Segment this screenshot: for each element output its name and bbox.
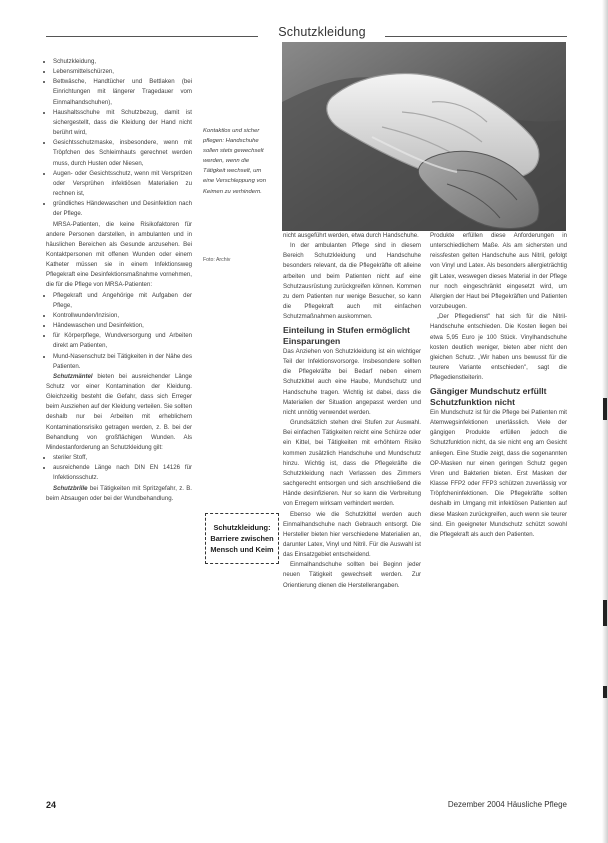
list-item: • Haushaltsschuhe mit Schutzbezug, damit ist sichergestellt, dass die Kleidung der Hand nicht berührt wird,	[53, 108, 192, 138]
section-heading: Einteilung in Stufen ermöglicht Einsparungen	[283, 325, 410, 347]
text-column-2	[283, 231, 421, 591]
list-item: • Gesichtsschutzmaske, insbesondere, wenn mit Tröpfchen des Schleimhauts gerechnet werden muss, durch Husten oder Niesen,	[53, 138, 192, 168]
paragraph: Ein Mundschutz ist für die Pflege bei Patienten mit Atemwegsinfektionen unerlässlich. Viele der gängigen Produkte erfüllen jedoch die Schutzfunktion nicht, da sie nicht eng am Gesicht anliegen. Eine Studie zeigt, dass die sogenannten OP-Masken nur einen geringen Schutz gegen Viren und Bakterien bieten. Erst Masken der Klasse FFP2 oder FFP3 schützen zuverlässig vor Tröpfcheninfektionen. Die Pflegekräfte sollten deshalb im Umgang mit infektiösen Patienten auf diese Masken zurückgreifen, auch wenn sie teurer sind. Ein geeigneter Mundschutz schützt sowohl die Pflegekraft als auch den Patienten.	[430, 408, 567, 538]
paragraph: „Der Pflegedienst" hat sich für die Nitril-Handschuhe entschieden. Die Kosten liegen bei etwa 5,95 Euro je 100 Stück. Vinylhandschuhe kosten deutlich weniger, bieten aber nicht den gleichen Schutz. „Wir haben uns bewusst für die teurere Variante entschieden", sagt die Pflegedienstleiterin.	[430, 313, 567, 382]
paragraph: Das Anziehen von Schutzkleidung ist ein wichtiger Teil der Infektionsvorsorge. Insbesondere sollten die Pflegekräfte bei Bedarf neben einem Schutzkittel auch eine Haube, Mundschutz und Handschuhe tragen. Wichtig ist dabei, dass die Materialien der Situation angepasst werden und nicht unnötig verwendet werden.	[283, 348, 421, 416]
paragraph: Produkte erfüllen diese Anforderungen in unterschiedlichem Maße. Als am sichersten und reissfesten gelten Handschuhe aus Nitril, gefolgt von Vinyl und Latex. Als besonders allergieträchtig gilt Latex, weswegen dieses Material in der Pflege nur noch eingeschränkt eingesetzt wird, um Allergien der Haut bei Pflegekräften und Patienten vorzubeugen.	[430, 232, 567, 311]
scan-edge-shadow	[602, 0, 608, 843]
bullet-list-a	[46, 57, 192, 220]
paragraph: In der ambulanten Pflege sind in diesem Bereich Schutzkleidung und Handschuhe besonders relevant, da die Pflegekräfte oft alleine arbeiten und beim Patienten nicht auf eine Schutzausrüstung zurückgreifen können. Kommen zu dem Patienten nur wenige Besucher, so kann die Pflegekraft auch mit einfachen Schutzmaßnahmen auskommen.	[283, 242, 421, 321]
scan-edge-mark	[603, 686, 607, 698]
scan-edge-mark	[603, 600, 607, 626]
text-column-1	[46, 57, 192, 504]
list-item: • Mund-Nasenschutz bei Tätigkeiten in der Nähe des Patienten.	[53, 352, 192, 372]
list-item: • Pflegekraft und Angehörige mit Aufgaben der Pflege,	[53, 291, 192, 311]
bullet-list-b	[46, 291, 192, 372]
magazine-issue: Dezember 2004 Häusliche Pflege	[447, 800, 567, 809]
paragraph: Ebenso wie die Schutzkittel werden auch Einmalhandschuhe nach Gebrauch entsorgt. Die Hersteller bieten hier verschiedene Materialien an, darunter Latex, Vinyl und Nitril. Für die Auswahl ist das Einsatzgebiet entscheidend.	[283, 510, 421, 559]
list-item: • Schutzkleidung,	[53, 57, 192, 67]
text-column-3	[430, 231, 567, 540]
paragraph-mrsa: MRSA-Patienten, die keine Risikofaktoren für andere Personen darstellen, in ambulanten und in häuslichen Bereichen als Gesunde anzusehen. Bei Kontaktpersonen mit offenen Wunden oder einem Katheter müssen sie in einem Infektionsweg Pflegekraft eine Desinfektionsmaßnahme vornehmen, die für die Pflege von MRSA-Patienten:	[46, 220, 192, 289]
list-item: • gründliches Händewaschen und Desinfektion nach der Pflege.	[53, 199, 192, 219]
paragraph-lead-word: Schutzmäntel	[53, 372, 93, 380]
bullet-list-c	[46, 453, 192, 483]
paragraph-body: bieten bei ausreichender Länge Schutz vor einer Kontamination der Kleidung. Gleichzeitig besteht die Gefahr, dass sich Erreger beim Ausziehen auf der Kleidung verteilen. Sie sollten deshalb nur bei Arbeiten mit erheblichem Kontaminationsrisiko getragen werden, z. B. bei der Behandlung von großflächigen Wunden. Als Mindestanforderung an Schutzkleidung gilt:	[46, 372, 192, 451]
list-item: • Augen- oder Gesichtsschutz, wenn mit Verspritzen oder Versprühen infektiösen Materialien zu rechnen ist,	[53, 169, 192, 199]
pull-quote: Schutzkleidung: Barriere zwischen Mensch und Keim	[205, 513, 279, 564]
scan-edge-mark	[603, 398, 607, 420]
list-item: • ausreichende Länge nach DIN EN 14126 für Infektionsschutz.	[53, 463, 192, 483]
list-item: • steriler Stoff,	[53, 453, 192, 463]
section-heading: Gängiger Mundschutz erfüllt Schutzfunktion nicht	[430, 386, 547, 408]
list-item: • Lebensmittelschürzen,	[53, 67, 192, 77]
paragraph: nicht ausgeführt werden, etwa durch Handschuhe.	[283, 232, 419, 239]
photo-gloved-hands	[282, 42, 566, 231]
paragraph-lead-word: Schutzbrille	[53, 484, 88, 492]
paragraph-schutzmaentel	[46, 372, 192, 453]
paragraph-body: bei Tätigkeiten mit Spritzgefahr, z. B. beim Absaugen oder bei der Wundbehandlung.	[46, 484, 192, 502]
paragraph: Grundsätzlich stehen drei Stufen zur Auswahl. Bei einfachen Tätigkeiten reicht eine Schürze oder ein Kittel, bei Tätigkeiten mit erhöhtem Risiko kommen zusätzlich Handschuhe und Mundschutz hinzu. Wichtig ist, dass die Pflegekräfte die Schutzkleidung nach Verlassen des Zimmers sachgerecht entsorgen und sich anschließend die Hände desinfizieren. Nur so kann die Verbreitung von Erregern wirksam verhindert werden.	[283, 419, 421, 508]
photo-illustration	[282, 42, 566, 231]
list-item: • Kontrollwunden/Inzision,	[53, 311, 192, 321]
section-title: Schutzkleidung	[278, 25, 366, 39]
header-rule-right	[385, 36, 567, 37]
list-item: • Bettwäsche, Handtücher und Bettlaken (bei Einrichtungen mit längerer Tragedauer vom Einmalhandschuhen),	[53, 77, 192, 107]
header-rule-left	[46, 36, 258, 37]
paragraph-schutzbrille	[46, 484, 192, 504]
photo-credit: Foto: Archiv	[203, 257, 231, 263]
paragraph: Einmalhandschuhe sollten bei Beginn jeder neuen Tätigkeit gewechselt werden. Zur Orientierung dienen die Herstellerangaben.	[283, 561, 421, 589]
photo-caption: Kontaktlos und sicher pflegen: Handschuhe sollen stets gewechselt werden, wenn die Tätigkeit wechselt, um eine Verschleppung von Keimen zu verhindern.	[203, 128, 266, 195]
page-number: 24	[46, 800, 57, 810]
list-item: • Händewaschen und Desinfektion,	[53, 321, 192, 331]
list-item: • für Körperpflege, Wundversorgung und Arbeiten direkt am Patienten,	[53, 331, 192, 351]
